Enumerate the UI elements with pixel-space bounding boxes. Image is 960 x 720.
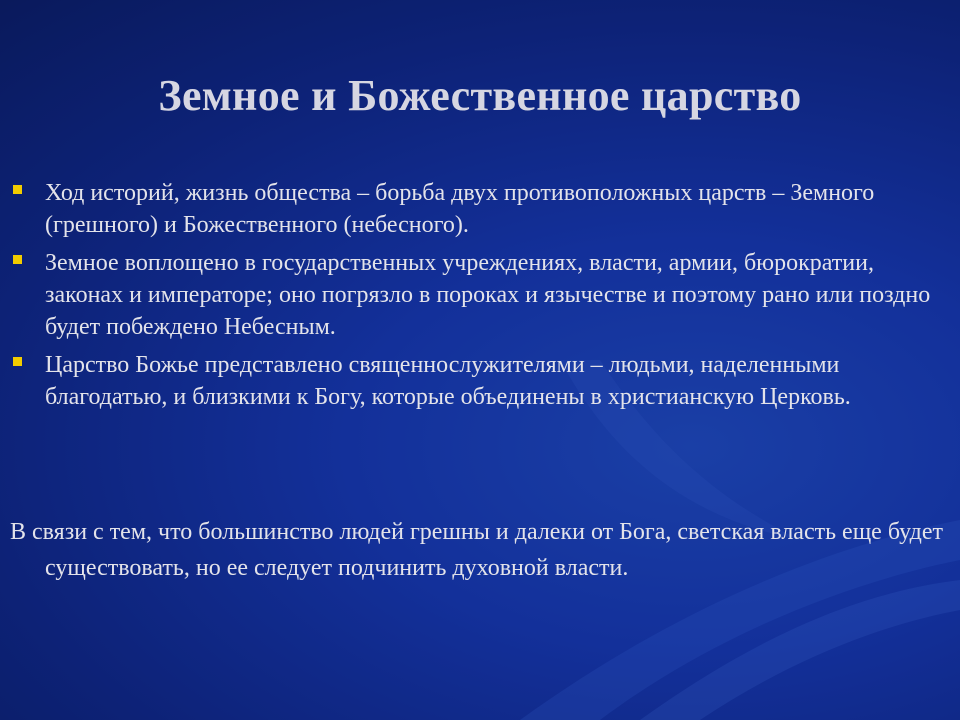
bullet-text: Ход историй, жизнь общества – борьба двух противоположных царств – Земного (грешного) и Божественного (небесного).: [45, 180, 875, 238]
bullet-text: Земное воплощено в государственных учреждениях, власти, армии, бюрократии, законах и императоре; оно погрязло в пороках и язычестве и поэтому рано или поздно будет побеждено Небесным.: [45, 250, 931, 340]
bullet-text: Царство Божье представлено священнослужителями – людьми, наделенными благодатью, и близкими к Богу, которые объединены в христианскую Церковь.: [45, 352, 851, 410]
bullet-item: [0, 247, 960, 343]
square-bullet-icon: [13, 185, 22, 194]
square-bullet-icon: [13, 255, 22, 264]
square-bullet-icon: [13, 357, 22, 366]
bullet-list: [0, 177, 960, 419]
bullet-item: [0, 177, 960, 241]
bullet-item: [0, 349, 960, 413]
slide-title: Земное и Божественное царство: [158, 71, 802, 120]
closing-paragraph: В связи с тем, что большинство людей грешны и далеки от Бога, светская власть еще будет существовать, но ее следует подчинить духовной власти.: [10, 519, 943, 581]
